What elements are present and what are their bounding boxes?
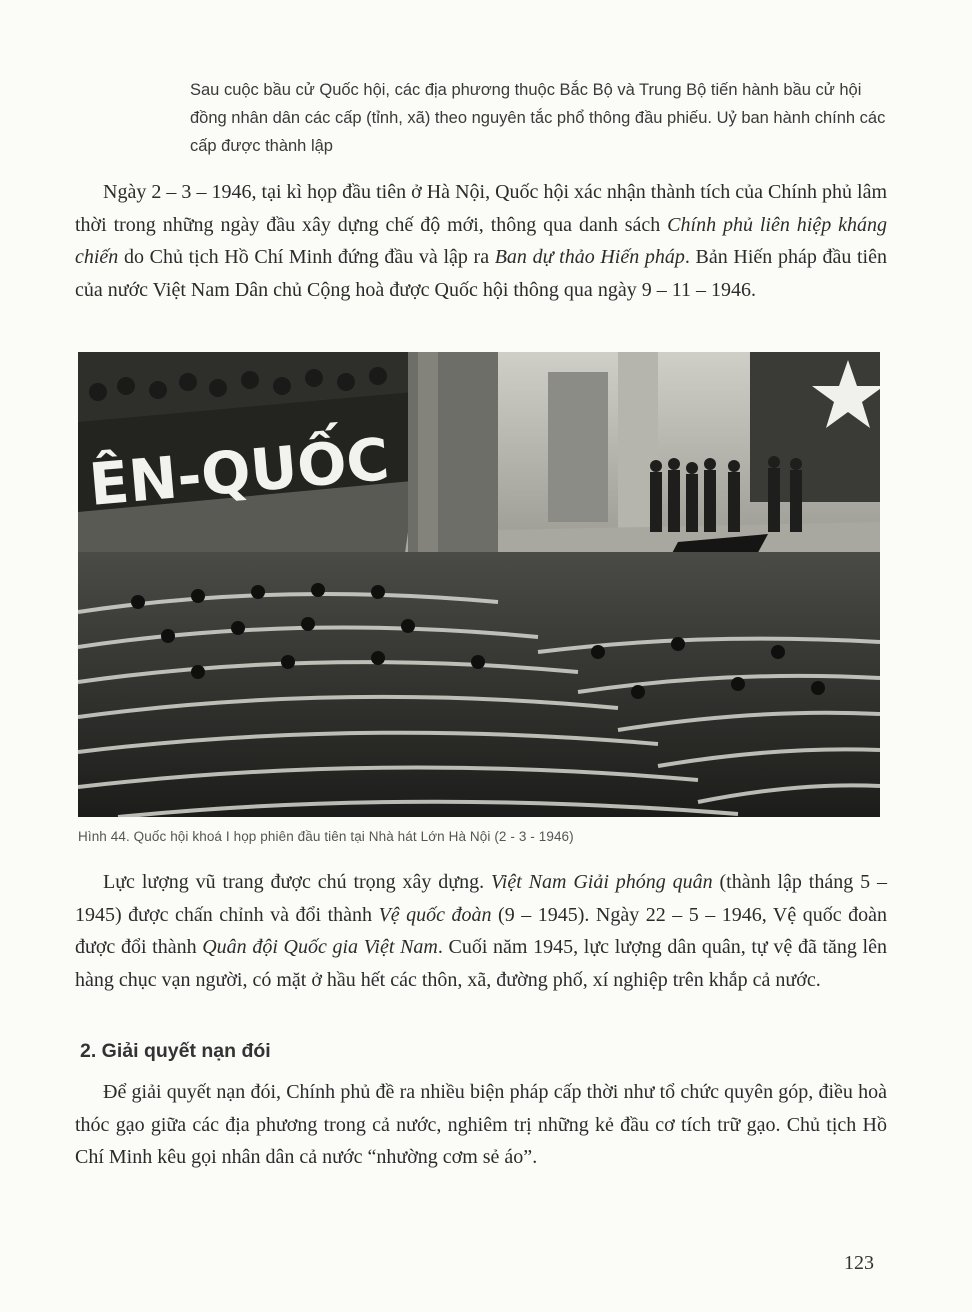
paragraph-national-assembly: Ngày 2 – 3 – 1946, tại kì họp đầu tiên ở Hà Nội, Quốc hội xác nhận thành tích của Chính phủ lâm thời trong những ngày đầu xây dựng chế độ mới, thông qua danh sách Chính phủ liên hiệp kháng chiến do Chủ tịch Hồ Chí Minh đứng đầu và lập ra Ban dự thảo Hiến pháp. Bản Hiến pháp đầu tiên của nước Việt Nam Dân chủ Cộng hoà được Quốc hội thông qua ngày 9 – 11 – 1946. [75,181,887,301]
intro-note: Sau cuộc bầu cử Quốc hội, các địa phương thuộc Bắc Bộ và Trung Bộ tiến hành bầu cử hội đồng nhân dân các cấp (tỉnh, xã) theo nguyên tắc phổ thông đầu phiếu. Uỷ ban hành chính các cấp được thành lập [190,81,886,155]
banner-text: ÊN-QUỐC [86,424,392,519]
assembly-photo [78,352,880,817]
page-number: 123 [844,1252,874,1274]
paragraph-famine: Để giải quyết nạn đói, Chính phủ đề ra nhiều biện pháp cấp thời như tổ chức quyên góp, điều hoà thóc gạo giữa các địa phương trong cả nước, nghiêm trị những kẻ đầu cơ tích trữ gạo. Chủ tịch Hồ Chí Minh kêu gọi nhân dân cả nước “nhường cơm sẻ áo”. [75,1081,887,1168]
figure-caption: Hình 44. Quốc hội khoá I họp phiên đầu tiên tại Nhà hát Lớn Hà Nội (2 - 3 - 1946) [78,829,574,844]
section-heading: 2. Giải quyết nạn đói [80,1040,271,1062]
paragraph-armed-forces: Lực lượng vũ trang được chú trọng xây dựng. Việt Nam Giải phóng quân (thành lập tháng 5 – 1945) được chấn chỉnh và đổi thành Vệ quốc đoàn (9 – 1945). Ngày 22 – 5 – 1946, Vệ quốc đoàn được đổi thành Quân đội Quốc gia Việt Nam. Cuối năm 1945, lực lượng dân quân, tự vệ đã tăng lên hàng chục vạn người, có mặt ở hầu hết các thôn, xã, đường phố, xí nghiệp trên khắp cả nước. [75,871,888,991]
